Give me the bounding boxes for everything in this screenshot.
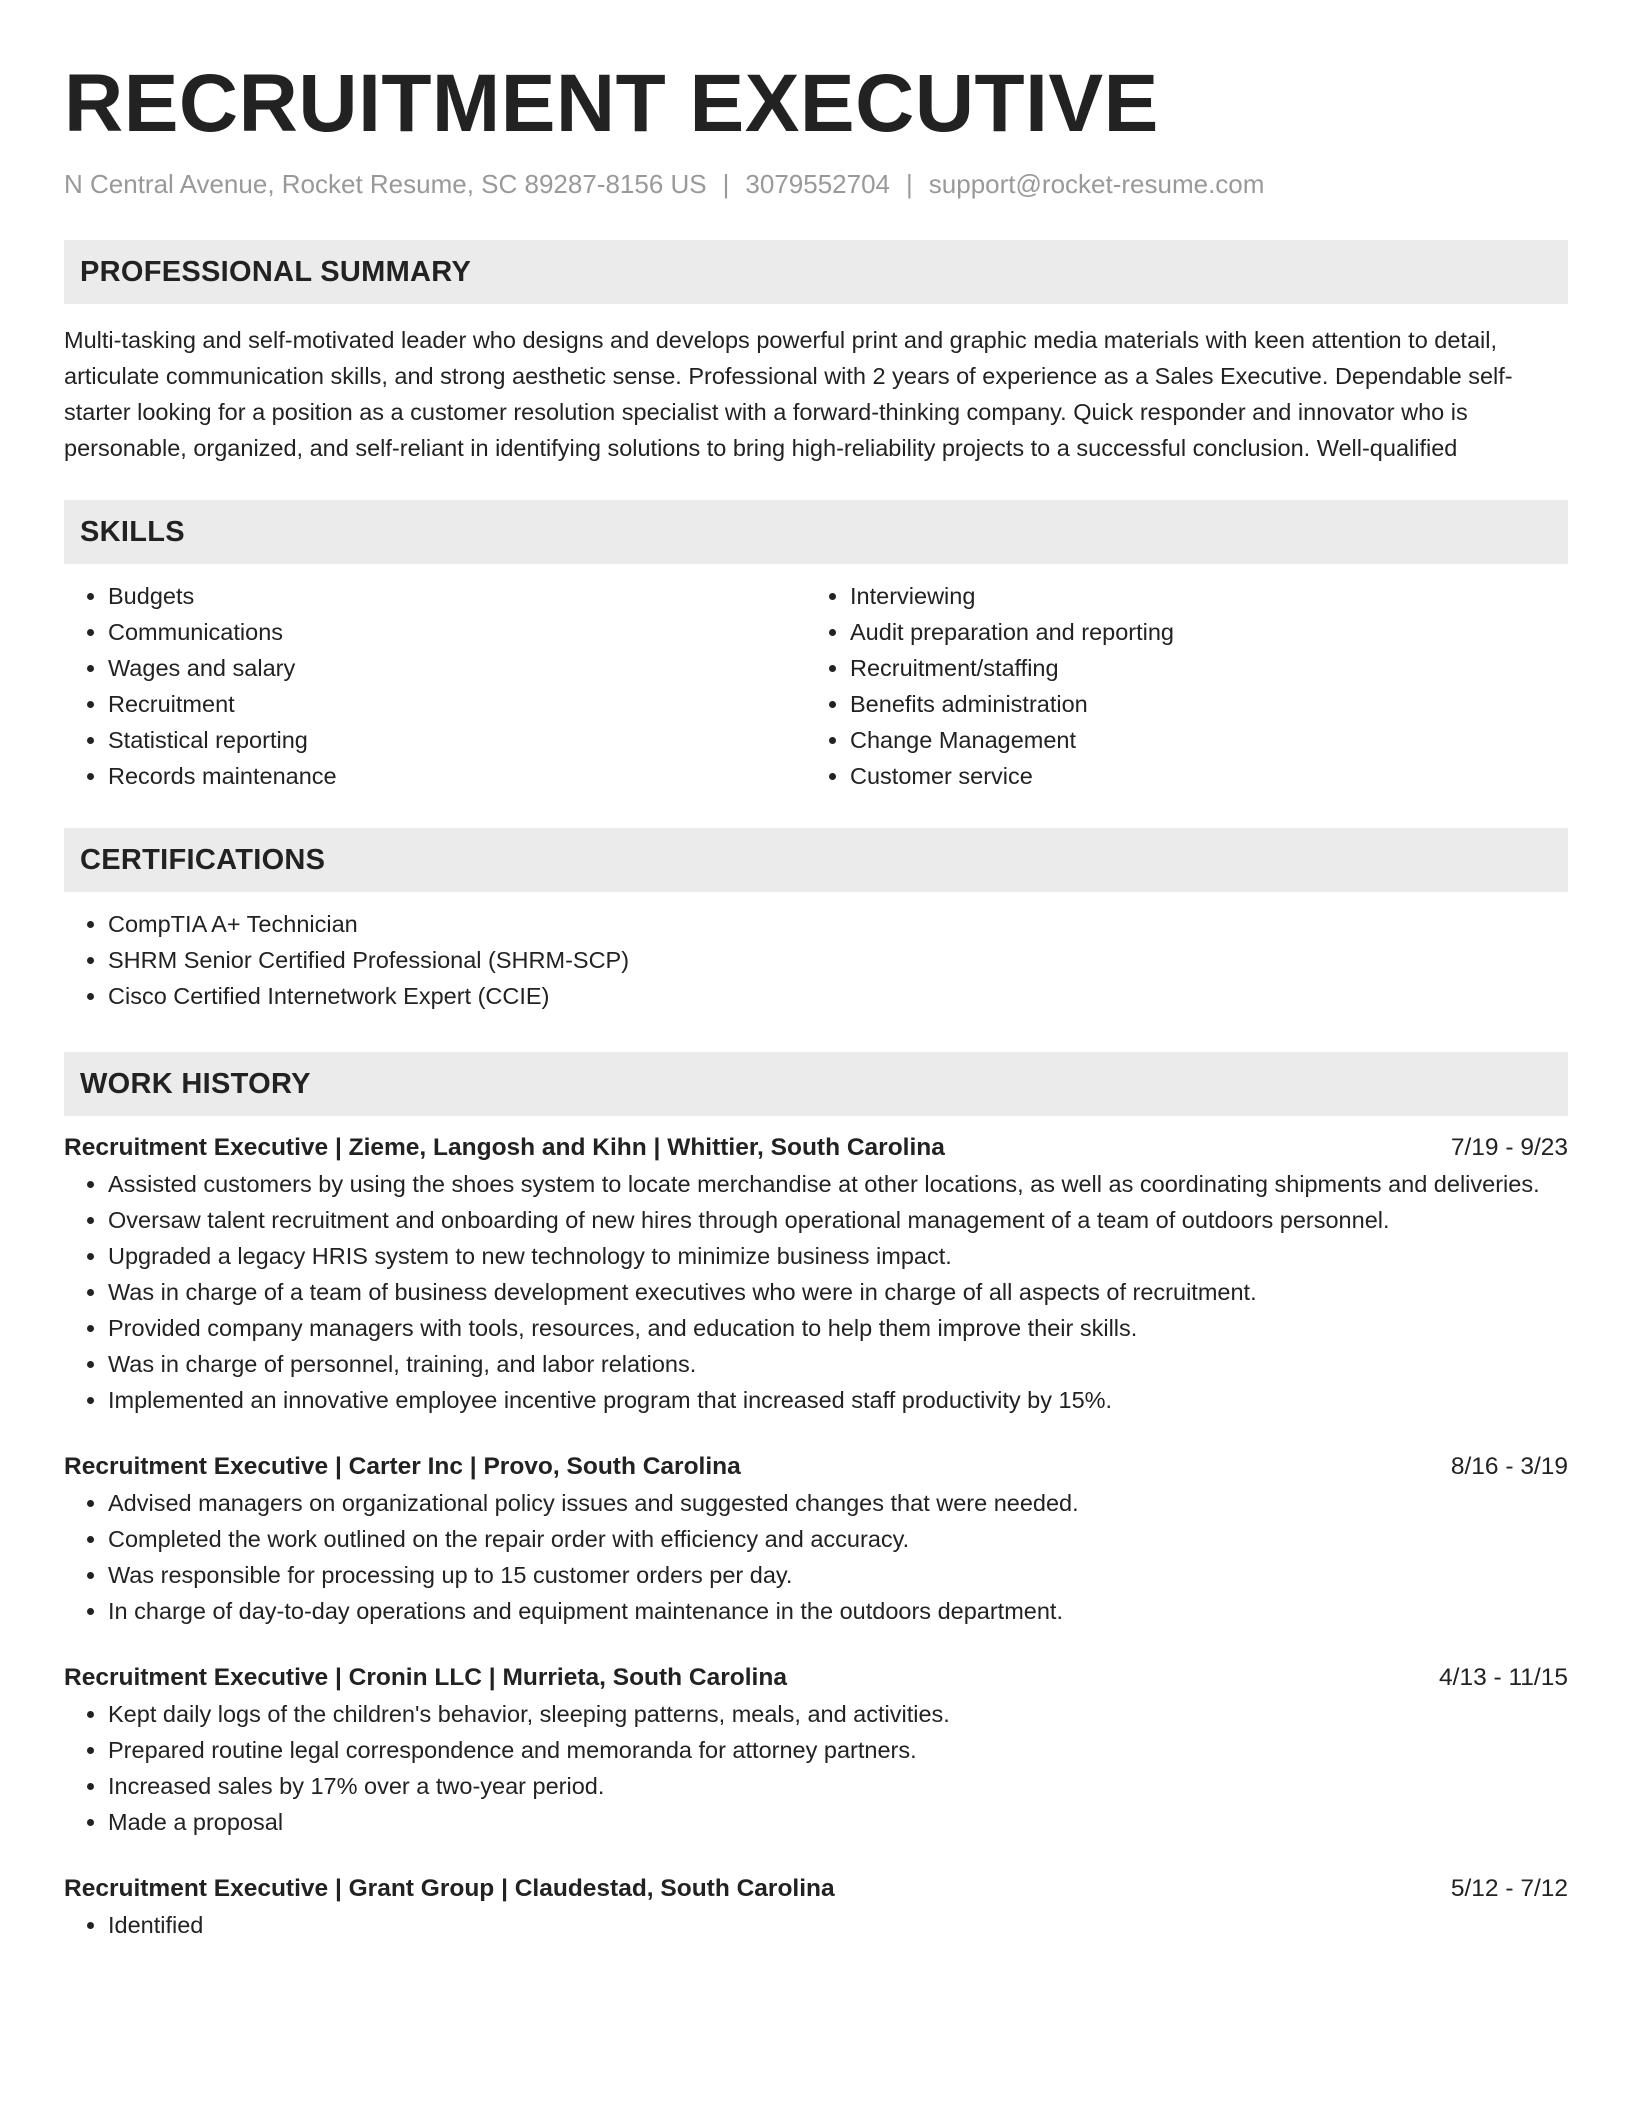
- job-bullet: • Was in charge of a team of business development executives who were in charge of all aspects of recruitment.: [108, 1274, 1568, 1310]
- job-bullet: • Provided company managers with tools, resources, and education to help them improve their skills.: [108, 1310, 1568, 1346]
- skill-item: • Customer service: [850, 758, 1548, 794]
- job-bullet: • Upgraded a legacy HRIS system to new technology to minimize business impact.: [108, 1238, 1568, 1274]
- job-bullet: • Was in charge of personnel, training, and labor relations.: [108, 1346, 1568, 1382]
- job-bullet: • Increased sales by 17% over a two-year period.: [108, 1768, 1568, 1804]
- job-dates: 5/12 - 7/12: [1450, 1875, 1568, 1902]
- contact-phone: 3079552704: [745, 169, 891, 199]
- contact-email: support@rocket-resume.com: [928, 169, 1265, 199]
- job-bullet: • Assisted customers by using the shoes system to locate merchandise at other locations, as well as coordinating shipments and deliveries.: [108, 1166, 1568, 1202]
- job-bullet: • In charge of day-to-day operations and equipment maintenance in the outdoors department.: [108, 1593, 1568, 1629]
- contact-separator: |: [906, 169, 913, 199]
- resume-page: [64, 0, 1568, 1943]
- job-title: Recruitment Executive | Zieme, Langosh and Kihn | Whittier, South Carolina: [64, 1134, 945, 1161]
- job-title: Recruitment Executive | Grant Group | Claudestad, South Carolina: [64, 1875, 835, 1902]
- job-header: [64, 1660, 1568, 1696]
- certification-item: • SHRM Senior Certified Professional (SHRM-SCP): [108, 942, 1568, 978]
- job-title: Recruitment Executive | Carter Inc | Provo, South Carolina: [64, 1453, 741, 1480]
- section-header-work-history: WORK HISTORY: [64, 1052, 1568, 1116]
- skill-item: • Communications: [108, 614, 806, 650]
- skill-item: • Change Management: [850, 722, 1548, 758]
- contact-address: N Central Avenue, Rocket Resume, SC 89287-8156 US: [64, 169, 707, 199]
- job-bullet: • Prepared routine legal correspondence and memoranda for attorney partners.: [108, 1732, 1568, 1768]
- job-bullet: • Made a proposal: [108, 1804, 1568, 1840]
- job-dates: 4/13 - 11/15: [1439, 1664, 1568, 1691]
- job-bullets: [64, 1166, 1568, 1418]
- skill-item: • Recruitment/staffing: [850, 650, 1548, 686]
- job-bullet: • Kept daily logs of the children's behavior, sleeping patterns, meals, and activities.: [108, 1696, 1568, 1732]
- job-dates: 7/19 - 9/23: [1450, 1134, 1568, 1161]
- certification-item: • CompTIA A+ Technician: [108, 906, 1568, 942]
- job-bullet: • Was responsible for processing up to 15 customer orders per day.: [108, 1557, 1568, 1593]
- job-title: Recruitment Executive | Cronin LLC | Murrieta, South Carolina: [64, 1664, 787, 1691]
- job-bullet: • Identified: [108, 1907, 1568, 1943]
- skills-column-left: [64, 578, 806, 794]
- skill-item: • Benefits administration: [850, 686, 1548, 722]
- skill-item: • Records maintenance: [108, 758, 806, 794]
- skill-item: • Budgets: [108, 578, 806, 614]
- certifications-list: [64, 906, 1568, 1014]
- skill-item: • Statistical reporting: [108, 722, 806, 758]
- job-bullet: • Implemented an innovative employee incentive program that increased staff productivity by 15%.: [108, 1382, 1568, 1418]
- summary-text: Multi-tasking and self-motivated leader who designs and develops powerful print and graphic media materials with keen attention to detail, articulate communication skills, and strong aesthetic sense. Professional with 2 years of experience as a Sales Executive. Dependable self-starter looking for a position as a customer resolution specialist with a forward-thinking company. Quick responder and innovator who is personable, organized, and self-reliant in identifying solutions to bring high-reliability projects to a successful conclusion. Well-qualified: [64, 327, 1513, 461]
- contact-line: [64, 166, 1568, 202]
- job-bullets: [64, 1907, 1568, 1943]
- skill-item: • Recruitment: [108, 686, 806, 722]
- contact-separator: |: [722, 169, 730, 199]
- skill-item: • Interviewing: [850, 578, 1548, 614]
- job-bullet: • Completed the work outlined on the repair order with efficiency and accuracy.: [108, 1521, 1568, 1557]
- skill-item: • Audit preparation and reporting: [850, 614, 1548, 650]
- section-header-skills: SKILLS: [64, 500, 1568, 564]
- job-entry: [64, 1660, 1568, 1840]
- job-bullets: [64, 1485, 1568, 1629]
- skills-list: [64, 578, 1568, 794]
- job-entry: [64, 1449, 1568, 1629]
- job-header: [64, 1449, 1568, 1485]
- section-header-certifications: CERTIFICATIONS: [64, 828, 1568, 892]
- job-entry: [64, 1130, 1568, 1418]
- job-dates: 8/16 - 3/19: [1450, 1453, 1568, 1480]
- skill-item: • Wages and salary: [108, 650, 806, 686]
- job-header: [64, 1130, 1568, 1166]
- job-entry: [64, 1871, 1568, 1943]
- job-bullets: [64, 1696, 1568, 1840]
- skills-column-right: [806, 578, 1548, 794]
- certification-item: • Cisco Certified Internetwork Expert (CCIE): [108, 978, 1568, 1014]
- job-bullet: • Oversaw talent recruitment and onboarding of new hires through operational management of a team of outdoors personnel.: [108, 1202, 1568, 1238]
- section-header-summary: PROFESSIONAL SUMMARY: [64, 240, 1568, 304]
- job-bullet: • Advised managers on organizational policy issues and suggested changes that were needed.: [108, 1485, 1568, 1521]
- candidate-name: RECRUITMENT EXECUTIVE: [64, 58, 1159, 149]
- job-header: [64, 1871, 1568, 1907]
